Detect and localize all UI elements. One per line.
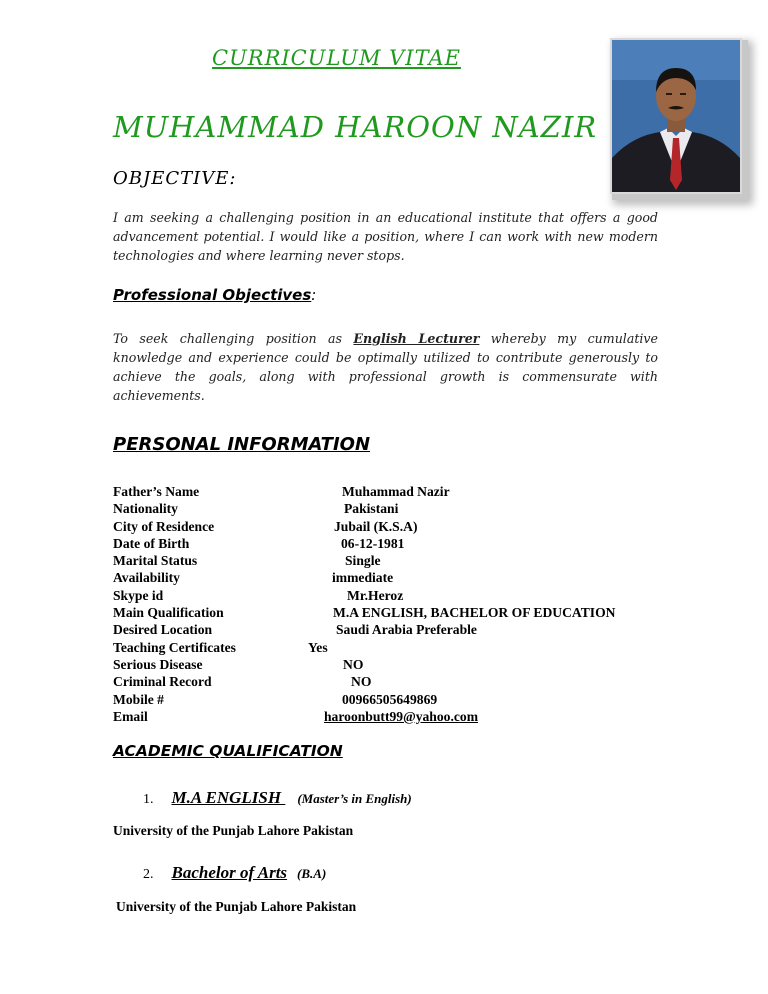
portrait-photo-icon xyxy=(612,40,740,192)
cv-title: CURRICULUM VITAE xyxy=(212,46,461,70)
prof-highlight: English Lecturer xyxy=(353,331,480,346)
label-marital-status: Marital Status xyxy=(113,553,198,569)
qualification-entry-1 xyxy=(143,788,412,808)
qualification-degree: M.A ENGLISH xyxy=(171,788,286,807)
value-nationality: Pakistani xyxy=(344,501,399,517)
value-mobile: 00966505649869 xyxy=(342,691,438,707)
qualification-entry-2 xyxy=(143,863,326,883)
qualification-number: 1. xyxy=(143,792,154,807)
label-email: Email xyxy=(113,708,148,724)
qualification-number: 2. xyxy=(143,867,154,882)
applicant-name: MUHAMMAD HAROON NAZIR xyxy=(113,110,598,144)
value-marital-status: Single xyxy=(345,553,381,569)
objective-text: I am seeking a challenging position in an educational institute that offers a good advancement potential. I would like a position, where I can work with new modern technologies and where learning never stops. xyxy=(113,210,658,263)
portrait-photo-illustration xyxy=(612,40,740,192)
label-desired-location: Desired Location xyxy=(113,622,213,638)
prof-text-after: whereby my cumulative knowledge and experience could be optimally utilized to contribute generously to achieve the goals, along with professional growth is commensurate with achievements. xyxy=(113,331,658,403)
email-link[interactable]: haroonbutt99@yahoo.com xyxy=(324,708,479,724)
qualification-university-1: University of the Punjab Lahore Pakistan xyxy=(113,823,354,838)
value-teaching-certificates: Yes xyxy=(308,639,328,655)
label-city: City of Residence xyxy=(113,518,215,534)
value-serious-disease: NO xyxy=(343,656,364,672)
qualification-detail: (B.A) xyxy=(297,866,327,881)
value-skype: Mr.Heroz xyxy=(347,587,404,603)
qualification-detail: (Master’s in English) xyxy=(297,791,412,806)
prof-text-before: To seek challenging position as xyxy=(113,331,354,346)
personal-info-values xyxy=(300,483,615,725)
value-qualification: M.A ENGLISH, BACHELOR OF EDUCATION xyxy=(333,605,616,621)
label-fathers-name: Father’s Name xyxy=(113,484,200,499)
label-qualification: Main Qualification xyxy=(113,605,224,621)
qualification-university-2: University of the Punjab Lahore Pakistan xyxy=(116,899,357,914)
qualification-degree: Bachelor of Arts xyxy=(171,863,288,882)
value-dob: 06-12-1981 xyxy=(341,535,405,551)
label-availability: Availability xyxy=(113,570,180,586)
label-nationality: Nationality xyxy=(113,501,178,517)
label-skype: Skype id xyxy=(113,587,164,603)
professional-objectives-colon: : xyxy=(311,286,317,304)
value-availability: immediate xyxy=(332,570,394,586)
objective-heading: OBJECTIVE: xyxy=(113,168,237,189)
value-criminal-record: NO xyxy=(351,674,372,690)
label-teaching-certificates: Teaching Certificates xyxy=(113,639,236,655)
label-dob: Date of Birth xyxy=(113,535,190,551)
academic-qualification-heading: ACADEMIC QUALIFICATION xyxy=(113,742,343,760)
professional-objectives-text xyxy=(113,329,658,405)
label-criminal-record: Criminal Record xyxy=(113,674,212,690)
professional-objectives-title: Professional Objectives xyxy=(113,286,312,304)
value-city: Jubail (K.S.A) xyxy=(334,518,418,534)
personal-information-heading: PERSONAL INFORMATION xyxy=(113,434,371,455)
professional-objectives-heading xyxy=(113,286,316,304)
label-mobile: Mobile # xyxy=(113,691,164,707)
value-fathers-name: Muhammad Nazir xyxy=(342,484,450,499)
personal-info-labels xyxy=(113,483,236,725)
label-serious-disease: Serious Disease xyxy=(113,656,203,672)
value-desired-location: Saudi Arabia Preferable xyxy=(336,622,477,638)
